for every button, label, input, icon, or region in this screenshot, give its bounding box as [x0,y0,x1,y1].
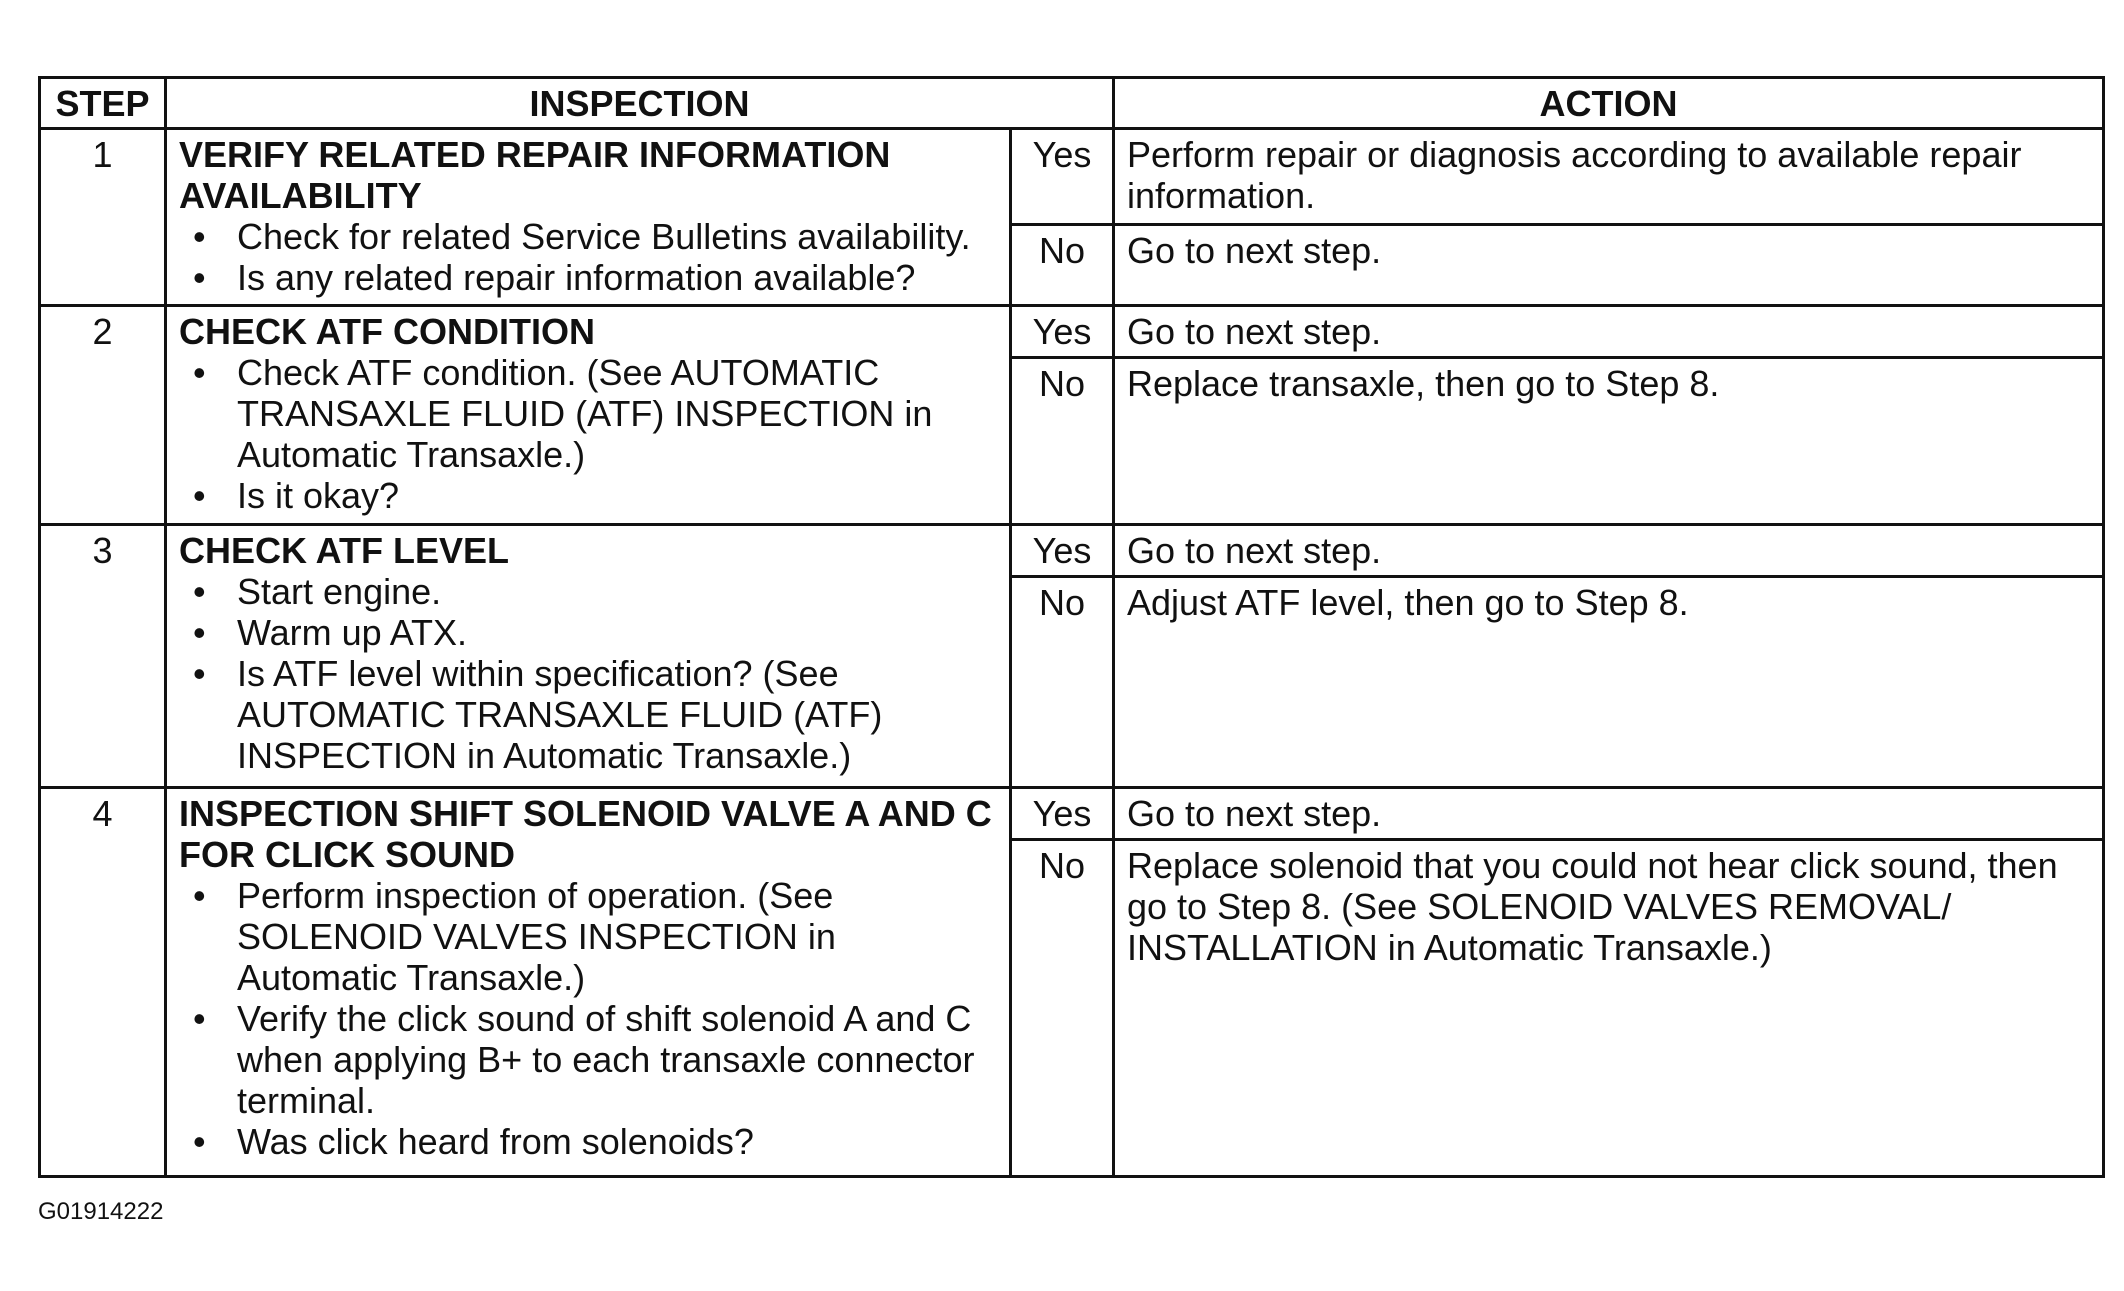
no-label: No [1011,224,1114,305]
yes-action: Go to next step. [1114,306,2104,358]
yes-action: Perform repair or diagnosis according to available repair information. [1114,129,2104,225]
step-4-yes-row [40,788,2104,840]
step-3-yes-row [40,525,2104,577]
no-action: Replace transaxle, then go to Step 8. [1114,358,2104,525]
no-action: Adjust ATF level, then go to Step 8. [1114,577,2104,788]
no-action: Go to next step. [1114,224,2104,305]
bullet-item: • Check ATF condition. (See AUTOMATIC TRANSAXLE FLUID (ATF) INSPECTION in Automatic Transaxle.) [179,352,1001,475]
yes-action: Go to next step. [1114,788,2104,840]
bullet-item: • Start engine. [179,571,1001,612]
bullet-list [179,216,1001,298]
step-1-inspection [166,129,1011,306]
step-title: VERIFY RELATED REPAIR INFORMATION AVAILABILITY [179,134,891,216]
bullet-list [179,571,1001,776]
step-4-inspection [166,788,1011,1177]
yes-label: Yes [1011,525,1114,577]
step-number: 3 [40,525,166,788]
bullet-item: • Warm up ATX. [179,612,1001,653]
header-action: ACTION [1114,78,2104,129]
bullet-item: • Is any related repair information available? [179,257,1001,298]
bullet-item: • Is ATF level within specification? (See AUTOMATIC TRANSAXLE FLUID (ATF) INSPECTION in Automatic Transaxle.) [179,653,1001,776]
yes-label: Yes [1011,306,1114,358]
diagnostic-procedure-sheet [38,76,2102,1178]
step-number: 2 [40,306,166,525]
yes-action: Go to next step. [1114,525,2104,577]
header-inspection: INSPECTION [166,78,1114,129]
bullet-list [179,352,1001,516]
bullet-item: • Check for related Service Bulletins availability. [179,216,1001,257]
step-2-yes-row [40,306,2104,358]
bullet-item: • Verify the click sound of shift solenoid A and C when applying B+ to each transaxle connector terminal. [179,998,1001,1121]
bullet-item: • Is it okay? [179,475,1001,516]
step-title: CHECK ATF LEVEL [179,530,509,571]
step-2-inspection [166,306,1011,525]
no-label: No [1011,577,1114,788]
step-title: CHECK ATF CONDITION [179,311,595,352]
no-label: No [1011,358,1114,525]
step-3-inspection [166,525,1011,788]
no-action: Replace solenoid that you could not hear click sound, then go to Step 8. (See SOLENOID VALVES REMOVAL/ INSTALLATION in Automatic Transaxle.) [1114,840,2104,1177]
diagnostic-table [38,76,2105,1178]
step-number: 1 [40,129,166,306]
step-1-yes-row [40,129,2104,225]
step-title: INSPECTION SHIFT SOLENOID VALVE A AND C FOR CLICK SOUND [179,793,992,875]
bullet-item: • Perform inspection of operation. (See SOLENOID VALVES INSPECTION in Automatic Transaxle.) [179,875,1001,998]
yes-label: Yes [1011,788,1114,840]
no-label: No [1011,840,1114,1177]
bullet-list [179,875,1001,1162]
step-number: 4 [40,788,166,1177]
bullet-item: • Was click heard from solenoids? [179,1121,1001,1162]
yes-label: Yes [1011,129,1114,225]
figure-code: G01914222 [38,1198,164,1225]
header-step: STEP [40,78,166,129]
header-row [40,78,2104,129]
